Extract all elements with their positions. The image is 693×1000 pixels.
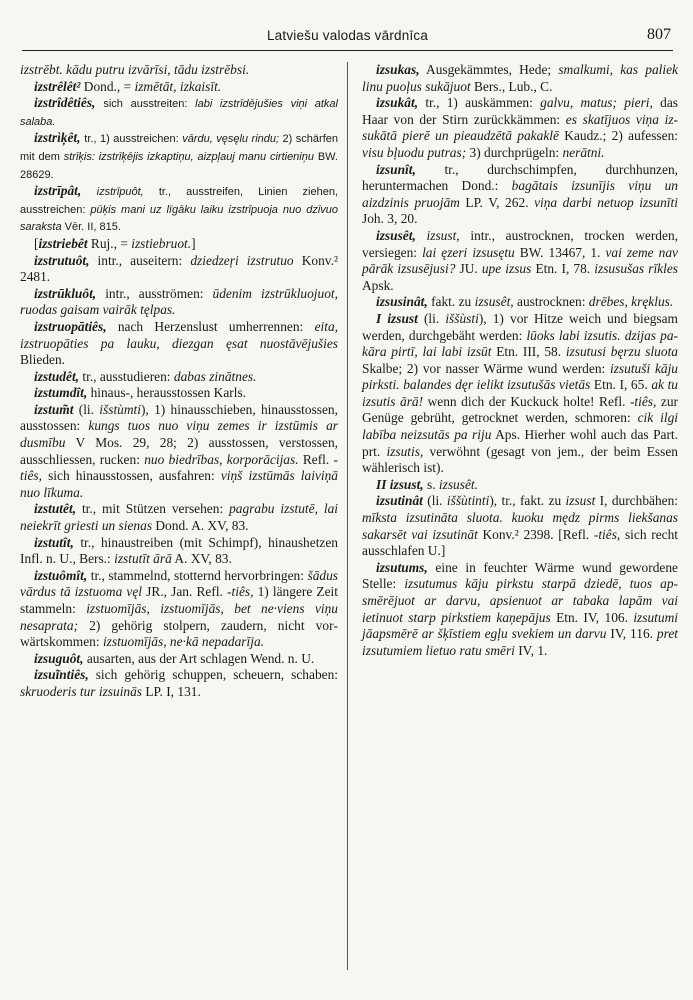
dictionary-entry: izstuômît, tr., stammelnd, stotternd hervorbringen: šādus vārdus tā izstuoma vęl JR., Jan. Refl. -tiês, 1) längere Zeit stammeln: izstuomījās, izstuomījās, bet ne·viens viņu nesaprata; 2) gehörig stolpern, zaudern, nicht vorwärtskommen: izstuomījās, ne·kā nepadarīja.: [20, 567, 339, 650]
dictionary-entry: izsutums, eine in feuchter Wärme wund gewordene Stelle: izsutumus kāju pirkstu starpā dziedē, tuos apsmērējuot ar darvu, apsienuot ar tabaka lapām vai ietinuot starp pirkstiem kaņepājus Etn. IV, 106. izsutumi jāapsmērē ar šķīstiem egļu svekiem un darvu IV, 116. pret izsutumiem lietuo ratu smēri IV, 1.: [362, 559, 678, 658]
dictionary-entry: izstrêlêt² Dond., = izmētāt, izkaisīt.: [34, 78, 222, 94]
dictionary-entry: izstum̃t (li. išstùmti), 1) hinausschieben, hinausstossen, ausstossen: kungs tuos nuo viņu zemes ir izstūmis ar dusmību V Mos. 29, 28; 2) ausstossen, verstossen, ausschliessen, rucken: nuo biedrības, korporācijas. Refl. -tiês, sich hinausstossen, ausfahren: viņš izstūmās laiviņā nuo līkuma.: [20, 401, 338, 500]
dictionary-entry: izsusinât, fakt. zu izsusêt, austrocknen: drēbes, kręklus.: [376, 294, 674, 310]
right-column: [362, 62, 678, 659]
dictionary-entry: izsukât, tr., 1) auskämmen: galvu, matus; pieri, das Haar von der Stirn zurückkämmen: es skatījuos viņa izsukātā pierē un pieaudzētā pakaklē Kaudz.; 2) aufessen: visu bļuodu putras; 3) durchprügeln: nerātni.: [362, 95, 678, 160]
dictionary-entry: izsuĩntiês, sich gehörig schuppen, scheuern, schaben: skruoderis tur izsuinās LP. I, 131.: [20, 667, 338, 699]
dictionary-entry: [izstriebêt Ruj., = izstiebruot.]: [34, 235, 196, 251]
dictionary-entry: izsukas, Ausgekämmtes, Hede; smalkumi, kas paliek linu puoļus sukājuot Bers., Lub., C.: [362, 62, 678, 94]
dictionary-entry: izsutinât (li. iššùtinti), tr., fakt. zu izsust I, durchbähen: mīksta izsutināta sluota. kuoku mędz pirms liekšanas sakarsēt vai izsutināt Konv.² 2398. [Refl. -tiês, sich recht ausschlafen U.]: [362, 493, 679, 559]
dictionary-entry: izstrūkluôt, intr., ausströmen: ūdenim izstrūkluojuot, ruodas gaisam vairāk tęlpas.: [20, 285, 338, 318]
dictionary-entry: izsuguôt, ausarten, aus der Art schlagen Wend. n. U.: [34, 650, 315, 666]
dictionary-entry: izstutît, tr., hinaustreiben (mit Schimpf), hinaushetzen Infl. n. U., Bers.: izstutīt ārā A. XV, 83.: [20, 534, 338, 567]
dictionary-entry: izstrîdêtiês, sich ausstreiten: labi izstrīdējušies viņi atkal salaba.: [20, 95, 338, 128]
left-column: [20, 62, 338, 701]
dictionary-entry: izstruopātiês, nach Herzenslust umherrennen: eita, izstruopāties pa lauku, diezgan ęsat nuostāvējušies Blieden.: [20, 318, 338, 368]
page-header: [22, 26, 673, 51]
dictionary-entry: izstudêt, tr., ausstudieren: dabas zinātnes.: [34, 368, 257, 384]
dictionary-entry: izstumdît, hinaus-, herausstossen Karls.: [34, 385, 247, 401]
dictionary-entry: izstrēbt. kādu putru izvārīsi, tādu izstrēbsi.: [20, 62, 250, 77]
dictionary-entry: izsunît, tr., durchschimpfen, durchhunzen, heruntermachen Dond.: bagātais izsunījis viņu un aizdzinis pruojām LP. V, 262. viņa darbi netuop izsunīti Joh. 3, 20.: [362, 161, 678, 227]
dictionary-entry: izstrutuôt, intr., auseitern: dziedzeŗi izstrutuo Konv.² 2481.: [20, 252, 338, 285]
dictionary-entry: izsusêt, izsust, intr., austrocknen, trocken werden, versiegen: lai ęzeri izsusętu BW. 13467, 1. vai zeme nav pārāk izsusējusi? JU. upe izsus Etn. I, 78. izsusušas rīkles Apsk.: [362, 227, 678, 293]
page-number: 807: [647, 26, 671, 43]
running-title: Latviešu valodas vārdnīca: [266, 28, 429, 43]
dictionary-entry: izstrīpât, izstrīpuôt, tr., ausstreifen, Linien ziehen, ausstreichen: pūķis mani uz lïgāku laiku izstrīpuoja nuo dzīvuo saraksta Vēr. II, 815.: [20, 183, 338, 234]
dictionary-entry: I izsust (li. iššùsti), 1) vor Hitze weich und biegsam werden, durchgebäht werden: lūoks labi izsutis. dzijas pakāra pirtī, lai labi izsūt Etn. III, 58. izsutusi bęrzu sluota Skalbe; 2) vor nasser Wärme wund werden: izsutuši kāju pirksti. balandes dęr ielikt izsutušās vietās Etn. I, 65. ak tu izsutis ārā! wenn dich der Kuckuck holte! Refl. -tiês, zur Genüge gebrüht, getrocknet werden, schmoren: cik ilgi labība neizsutās pa riju Aps. Hierher wohl auch das Part. prt. izsutis, verwöhnt (gesagt von jem., der beim Essen wählerisch ist).: [362, 310, 679, 476]
dictionary-entry: II izsust, s. izsusêt.: [376, 476, 478, 492]
column-divider: [347, 62, 348, 970]
dictionary-entry: izstutêt, tr., mit Stützen versehen: pagrabu izstutē, lai neiekrīt griesti un sienas Dond. A. XV, 83.: [20, 501, 338, 534]
dictionary-entry: izstrìķêt, tr., 1) ausstreichen: vārdu, vęsęlu rindu; 2) schärfen mit dem strīķis: izstrīķējis izkaptiņu, aizpļauj manu cirtieniņu BW. 28629.: [20, 130, 338, 181]
